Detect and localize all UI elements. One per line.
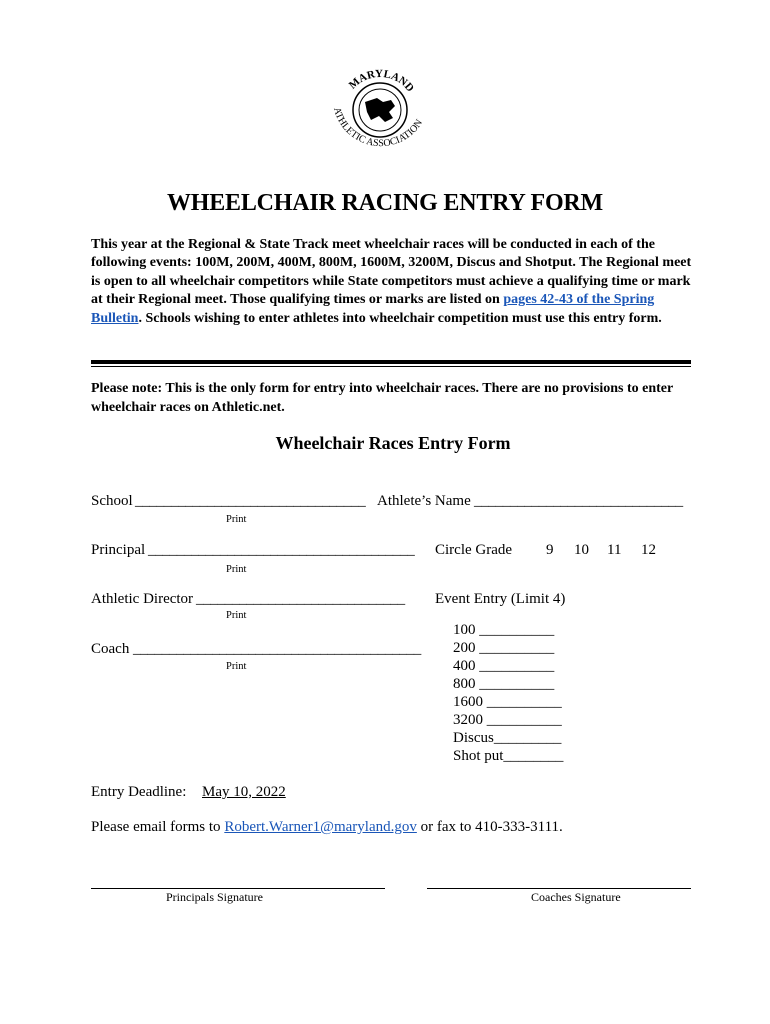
grade-10[interactable]: 10 (574, 542, 589, 558)
intro-paragraph (91, 236, 701, 328)
section-divider (91, 360, 691, 364)
svg-text:MARYLAND (347, 68, 416, 94)
principal-field[interactable]: _____________________________________ (148, 542, 415, 558)
form-subtitle: Wheelchair Races Entry Form (275, 433, 511, 453)
email-instructions (91, 819, 563, 836)
grade-11[interactable]: 11 (607, 542, 622, 558)
grade-12[interactable]: 12 (641, 542, 656, 558)
circle-grade-label: Circle Grade (435, 542, 513, 558)
athletic-director-label: Athletic Director (91, 591, 194, 607)
event-200[interactable]: 200 __________ (453, 640, 555, 656)
event-discus[interactable]: Discus_________ (453, 730, 562, 746)
print-hint: Print (226, 564, 247, 575)
print-hint: Print (226, 661, 247, 672)
spring-bulletin-link[interactable]: pages 42-43 of the Spring Bulletin (91, 292, 655, 326)
logo-arc-bottom: ATHLETIC ASSOCIATION (330, 106, 426, 150)
athletic-director-field[interactable]: _____________________________ (196, 591, 405, 607)
coach-field[interactable]: ________________________________________ (133, 641, 422, 657)
grade-9[interactable]: 9 (546, 542, 554, 558)
fax-text: or fax to 410-333-3111. (416, 819, 563, 835)
print-hint: Print (226, 514, 247, 525)
event-100[interactable]: 100 __________ (453, 622, 555, 638)
principal-signature-line[interactable] (91, 888, 385, 889)
event-400[interactable]: 400 __________ (453, 658, 555, 674)
print-hint: Print (226, 610, 247, 621)
principal-signature-label: Principals Signature (166, 890, 263, 904)
school-field[interactable]: ________________________________ (135, 493, 366, 509)
intro-text-after: . Schools wishing to enter athletes into wheelchair competition must use this entry form. (138, 310, 662, 326)
page-title: WHEELCHAIR RACING ENTRY FORM (166, 190, 604, 216)
athlete-name-label: Athlete’s Name (377, 493, 471, 509)
event-3200[interactable]: 3200 __________ (453, 712, 562, 728)
event-shot-put[interactable]: Shot put________ (453, 748, 564, 764)
event-1600[interactable]: 1600 __________ (453, 694, 562, 710)
maryland-seal-icon (325, 62, 435, 162)
coach-label: Coach (91, 641, 130, 657)
email-link[interactable]: Robert.Warner1@maryland.gov (224, 819, 417, 835)
entry-deadline-value: May 10, 2022 (202, 784, 286, 800)
principal-label: Principal (91, 542, 146, 558)
please-note: Please note: This is the only form for entry into wheelchair races. There are no provisions to enter wheelchair races on Athletic.net. (91, 381, 673, 415)
coach-signature-line[interactable] (427, 888, 691, 889)
section-divider-thin (91, 366, 691, 367)
maa-logo (325, 62, 435, 162)
intro-text: This year at the Regional & State Track meet wheelchair races will be conducted in each of the following events: 100M, 200M, 400M, 800M, 1600M, 3200M, Discus and Shotput. The Regional meet is open to all wheelchair competitors while State competitors must achieve a qualifying time or mark at their Regional meet. Those qualifying times or marks are listed on (91, 237, 692, 308)
athlete-name-field[interactable]: _____________________________ (474, 493, 683, 509)
event-800[interactable]: 800 __________ (453, 676, 555, 692)
logo-arc-top: MARYLAND (346, 67, 417, 95)
school-label: School (91, 493, 133, 509)
event-entry-label: Event Entry (Limit 4) (435, 591, 566, 607)
email-text: Please email forms to (91, 819, 225, 835)
entry-deadline-label: Entry Deadline: (91, 784, 187, 800)
coach-signature-label: Coaches Signature (531, 890, 621, 904)
